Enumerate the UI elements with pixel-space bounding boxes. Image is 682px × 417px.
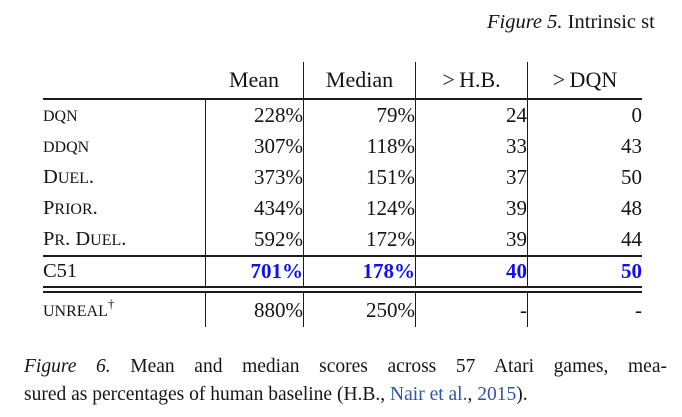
figure5-text: Intrinsic st [562,11,655,33]
smallcaps-letter: N [66,108,78,125]
caption-text-3: , [467,383,478,405]
smallcaps-letter: Q [54,108,67,125]
value-cell: 178% [303,255,415,288]
row-label [43,131,205,162]
caption-text-1: Mean and median scores across 57 Atari games, mea- [110,356,667,377]
caption-line-1 [24,353,667,381]
row-label [43,100,205,131]
value-cell: 39 [415,224,527,255]
row-label: DUEL. [43,166,95,188]
value-cell: 228% [205,100,303,131]
table-row [43,131,642,162]
citation-link-author[interactable]: Nair et al. [390,383,468,405]
caption-figure-label: Figure 6. [24,356,111,377]
smallcaps-letter: E [101,232,112,249]
table-row [43,193,642,224]
value-cell: 33 [415,131,527,162]
smallcaps-letter: E [76,302,87,320]
smallcaps-letter: L [111,232,122,249]
figure5-caption-snippet [487,11,655,34]
smallcaps-letter: L [79,170,89,187]
table-row [43,255,642,288]
header-cell: Mean [205,62,303,100]
row-label: PRIOR. [43,197,98,219]
value-cell: 48 [527,193,642,224]
value-cell: 434% [205,193,303,224]
value-cell: - [527,291,642,327]
header-cell: > DQN [527,62,642,100]
value-cell: 250% [303,291,415,327]
smallcaps-letter: D [43,139,55,156]
smallcaps-letter: U [43,302,55,320]
header-cell: > H.B. [415,62,527,100]
citation-link-year[interactable]: 2015 [477,383,517,405]
value-cell: 172% [303,224,415,255]
table-row [43,291,642,327]
value-cell: 307% [205,131,303,162]
table-row [43,162,642,193]
smallcaps-letter: U [57,170,70,187]
results-table [43,62,642,327]
value-cell: 592% [205,224,303,255]
row-label: PR. DUEL. [43,228,127,250]
smallcaps-letter: Q [66,139,78,156]
caption-line-2 [24,381,667,409]
row-label: C51 [43,255,205,288]
smallcaps-letter: D [54,139,67,156]
value-cell: 44 [527,224,642,255]
value-cell: 79% [303,100,415,131]
caption-text-4: ). [516,383,528,405]
smallcaps-letter: R [54,201,66,218]
smallcaps-letter: N [54,302,67,320]
value-cell: 50 [527,255,642,288]
value-cell: 37 [415,162,527,193]
value-cell: 118% [303,131,415,162]
value-cell: 151% [303,162,415,193]
value-cell: 701% [205,255,303,288]
dagger-superscript: † [107,295,115,311]
value-cell: 880% [205,291,303,327]
value-cell: 43 [527,131,642,162]
value-cell: 50 [527,162,642,193]
value-cell: 24 [415,100,527,131]
smallcaps-letter: R [66,302,77,320]
smallcaps-letter: I [65,201,71,218]
header-cell-corner [43,62,205,100]
value-cell: 373% [205,162,303,193]
smallcaps-letter: E [69,170,80,187]
smallcaps-letter: D [43,108,55,125]
smallcaps-letter: L [98,302,108,320]
value-cell: 40 [415,255,527,288]
figure5-label: Figure 5. [487,11,563,33]
smallcaps-letter: R [81,201,93,218]
smallcaps-letter: O [70,201,82,218]
header-cell: Median [303,62,415,100]
smallcaps-letter: N [77,139,90,156]
smallcaps-letter: A [86,302,99,320]
figure6-caption [24,353,667,408]
table-row [43,224,642,255]
value-cell: 39 [415,193,527,224]
caption-text-2: sured as percentages of human baseline (H.B., [24,383,391,405]
table-row [43,100,642,131]
row-label [43,291,205,327]
table-header-row [43,62,642,100]
smallcaps-letter: U [90,232,102,249]
value-cell: 0 [527,100,642,131]
value-cell: - [415,291,527,327]
value-cell: 124% [303,193,415,224]
smallcaps-letter: R [54,232,66,249]
